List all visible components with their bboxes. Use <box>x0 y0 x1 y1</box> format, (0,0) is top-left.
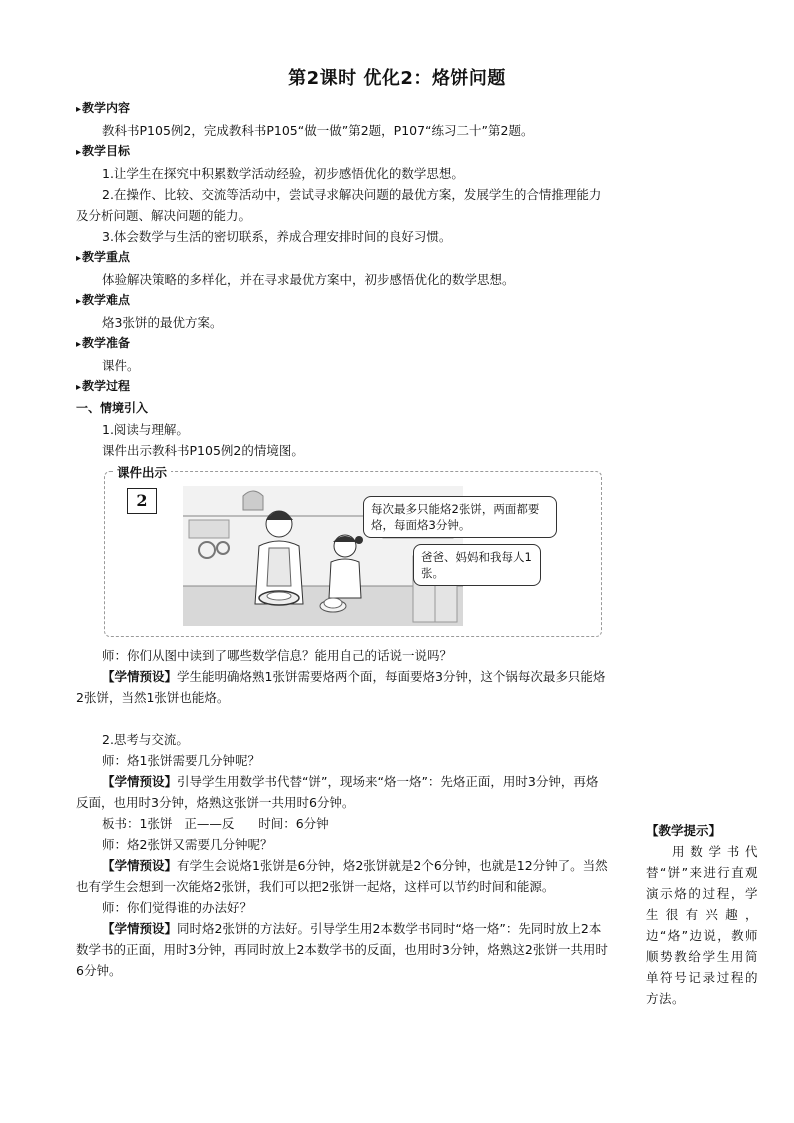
preset-tag: 【学情预设】 <box>102 858 178 873</box>
preset-tag: 【学情预设】 <box>102 669 178 684</box>
content-text: 教科书P105例2，完成教科书P105“做一做”第2题，P107“练习二十”第2题。 <box>102 123 534 138</box>
courseware-box <box>104 465 602 637</box>
lesson-content <box>76 98 608 981</box>
answer-3-text: 有学生会说烙1张饼是6分钟，烙2张饼就是2个6分钟，也就是12分钟了。当然也有学生会想到一次能烙2张饼，我们可以把2张饼一起烙，这样可以节约时间和能源。 <box>76 858 608 894</box>
section-heading-key: ▸ 教学重点 <box>76 247 608 269</box>
key-text: 体验解决策略的多样化，并在寻求最优方案中，初步感悟优化的数学思想。 <box>102 272 515 287</box>
teaching-tip-body: 用数学书代替“饼”来进行直观演示烙的过程，学生很有兴趣，边“烙”边说，教师顺势教给学生用简单符号记录过程的方法。 <box>646 844 758 1006</box>
courseware-label: 课件出示 <box>113 462 171 483</box>
preset-tag: 【学情预设】 <box>102 774 178 789</box>
prep-text: 课件。 <box>102 358 140 373</box>
question-4: 师：你们觉得谁的办法好？ <box>102 900 253 915</box>
mom-speech-bubble: 每次最多只能烙2张饼，两面都要烙，每面烙3分钟。 <box>363 496 557 538</box>
goal-1: 1.让学生在探究中积累数学活动经验，初步感悟优化的数学思想。 <box>102 166 464 181</box>
goal-3: 3.体会数学与生活的密切联系，养成合理安排时间的良好习惯。 <box>102 229 452 244</box>
girl-speech-bubble: 爸爸、妈妈和我每人1张。 <box>413 544 541 586</box>
difficulty-text: 烙3张饼的最优方案。 <box>102 315 223 330</box>
section-heading-goals: ▸ 教学目标 <box>76 141 608 163</box>
answer-4 <box>76 918 608 981</box>
step1-text: 课件出示教科书P105例2的情境图。 <box>102 443 304 458</box>
question-1: 师：你们从图中读到了哪些数学信息？能用自己的话说一说吗？ <box>102 648 453 663</box>
answer-3 <box>76 855 608 897</box>
question-2: 师：烙1张饼需要几分钟呢？ <box>102 753 260 768</box>
kitchen-scene-illustration <box>183 486 583 626</box>
section-heading-prep: ▸ 教学准备 <box>76 333 608 355</box>
answer-2-text: 引导学生用数学书代替“饼”，现场来“烙一烙”：先烙正面，用时3分钟，再烙反面，也用时3分钟，烙熟这张饼一共用时6分钟。 <box>76 774 599 810</box>
example-number: 2 <box>127 488 157 514</box>
part1-heading: 一、情境引入 <box>76 401 149 415</box>
answer-4-text: 同时烙2张饼的方法好。引导学生用2本数学书同时“烙一烙”：先同时放上2本数学书的正面，用时3分钟，再同时放上2本数学书的反面，也用时3分钟，烙熟这2张饼一共用时6分钟。 <box>76 921 608 978</box>
goal-2: 2.在操作、比较、交流等活动中，尝试寻求解决问题的最优方案，发展学生的合情推理能力及分析问题、解决问题的能力。 <box>76 187 602 223</box>
section-heading-process: ▸ 教学过程 <box>76 376 608 398</box>
preset-tag: 【学情预设】 <box>102 921 178 936</box>
step1-heading: 1.阅读与理解。 <box>102 422 189 437</box>
step2-heading: 2.思考与交流。 <box>102 732 189 747</box>
teaching-tip-title: 【教学提示】 <box>646 823 722 838</box>
answer-1-text: 学生能明确烙熟1张饼需要烙两个面，每面要烙3分钟，这个锅每次最多只能烙2张饼，当然1张饼也能烙。 <box>76 669 606 705</box>
board-note: 板书：1张饼 正——反 时间：6分钟 <box>102 816 329 831</box>
section-heading-content: ▸ 教学内容 <box>76 98 608 120</box>
page-title: 第2课时 优化2：烙饼问题 <box>288 68 506 89</box>
answer-2 <box>76 771 608 813</box>
question-3: 师：烙2张饼又需要几分钟呢？ <box>102 837 273 852</box>
teaching-tip <box>646 820 758 1009</box>
answer-1 <box>76 666 608 708</box>
section-heading-difficulty: ▸ 教学难点 <box>76 290 608 312</box>
